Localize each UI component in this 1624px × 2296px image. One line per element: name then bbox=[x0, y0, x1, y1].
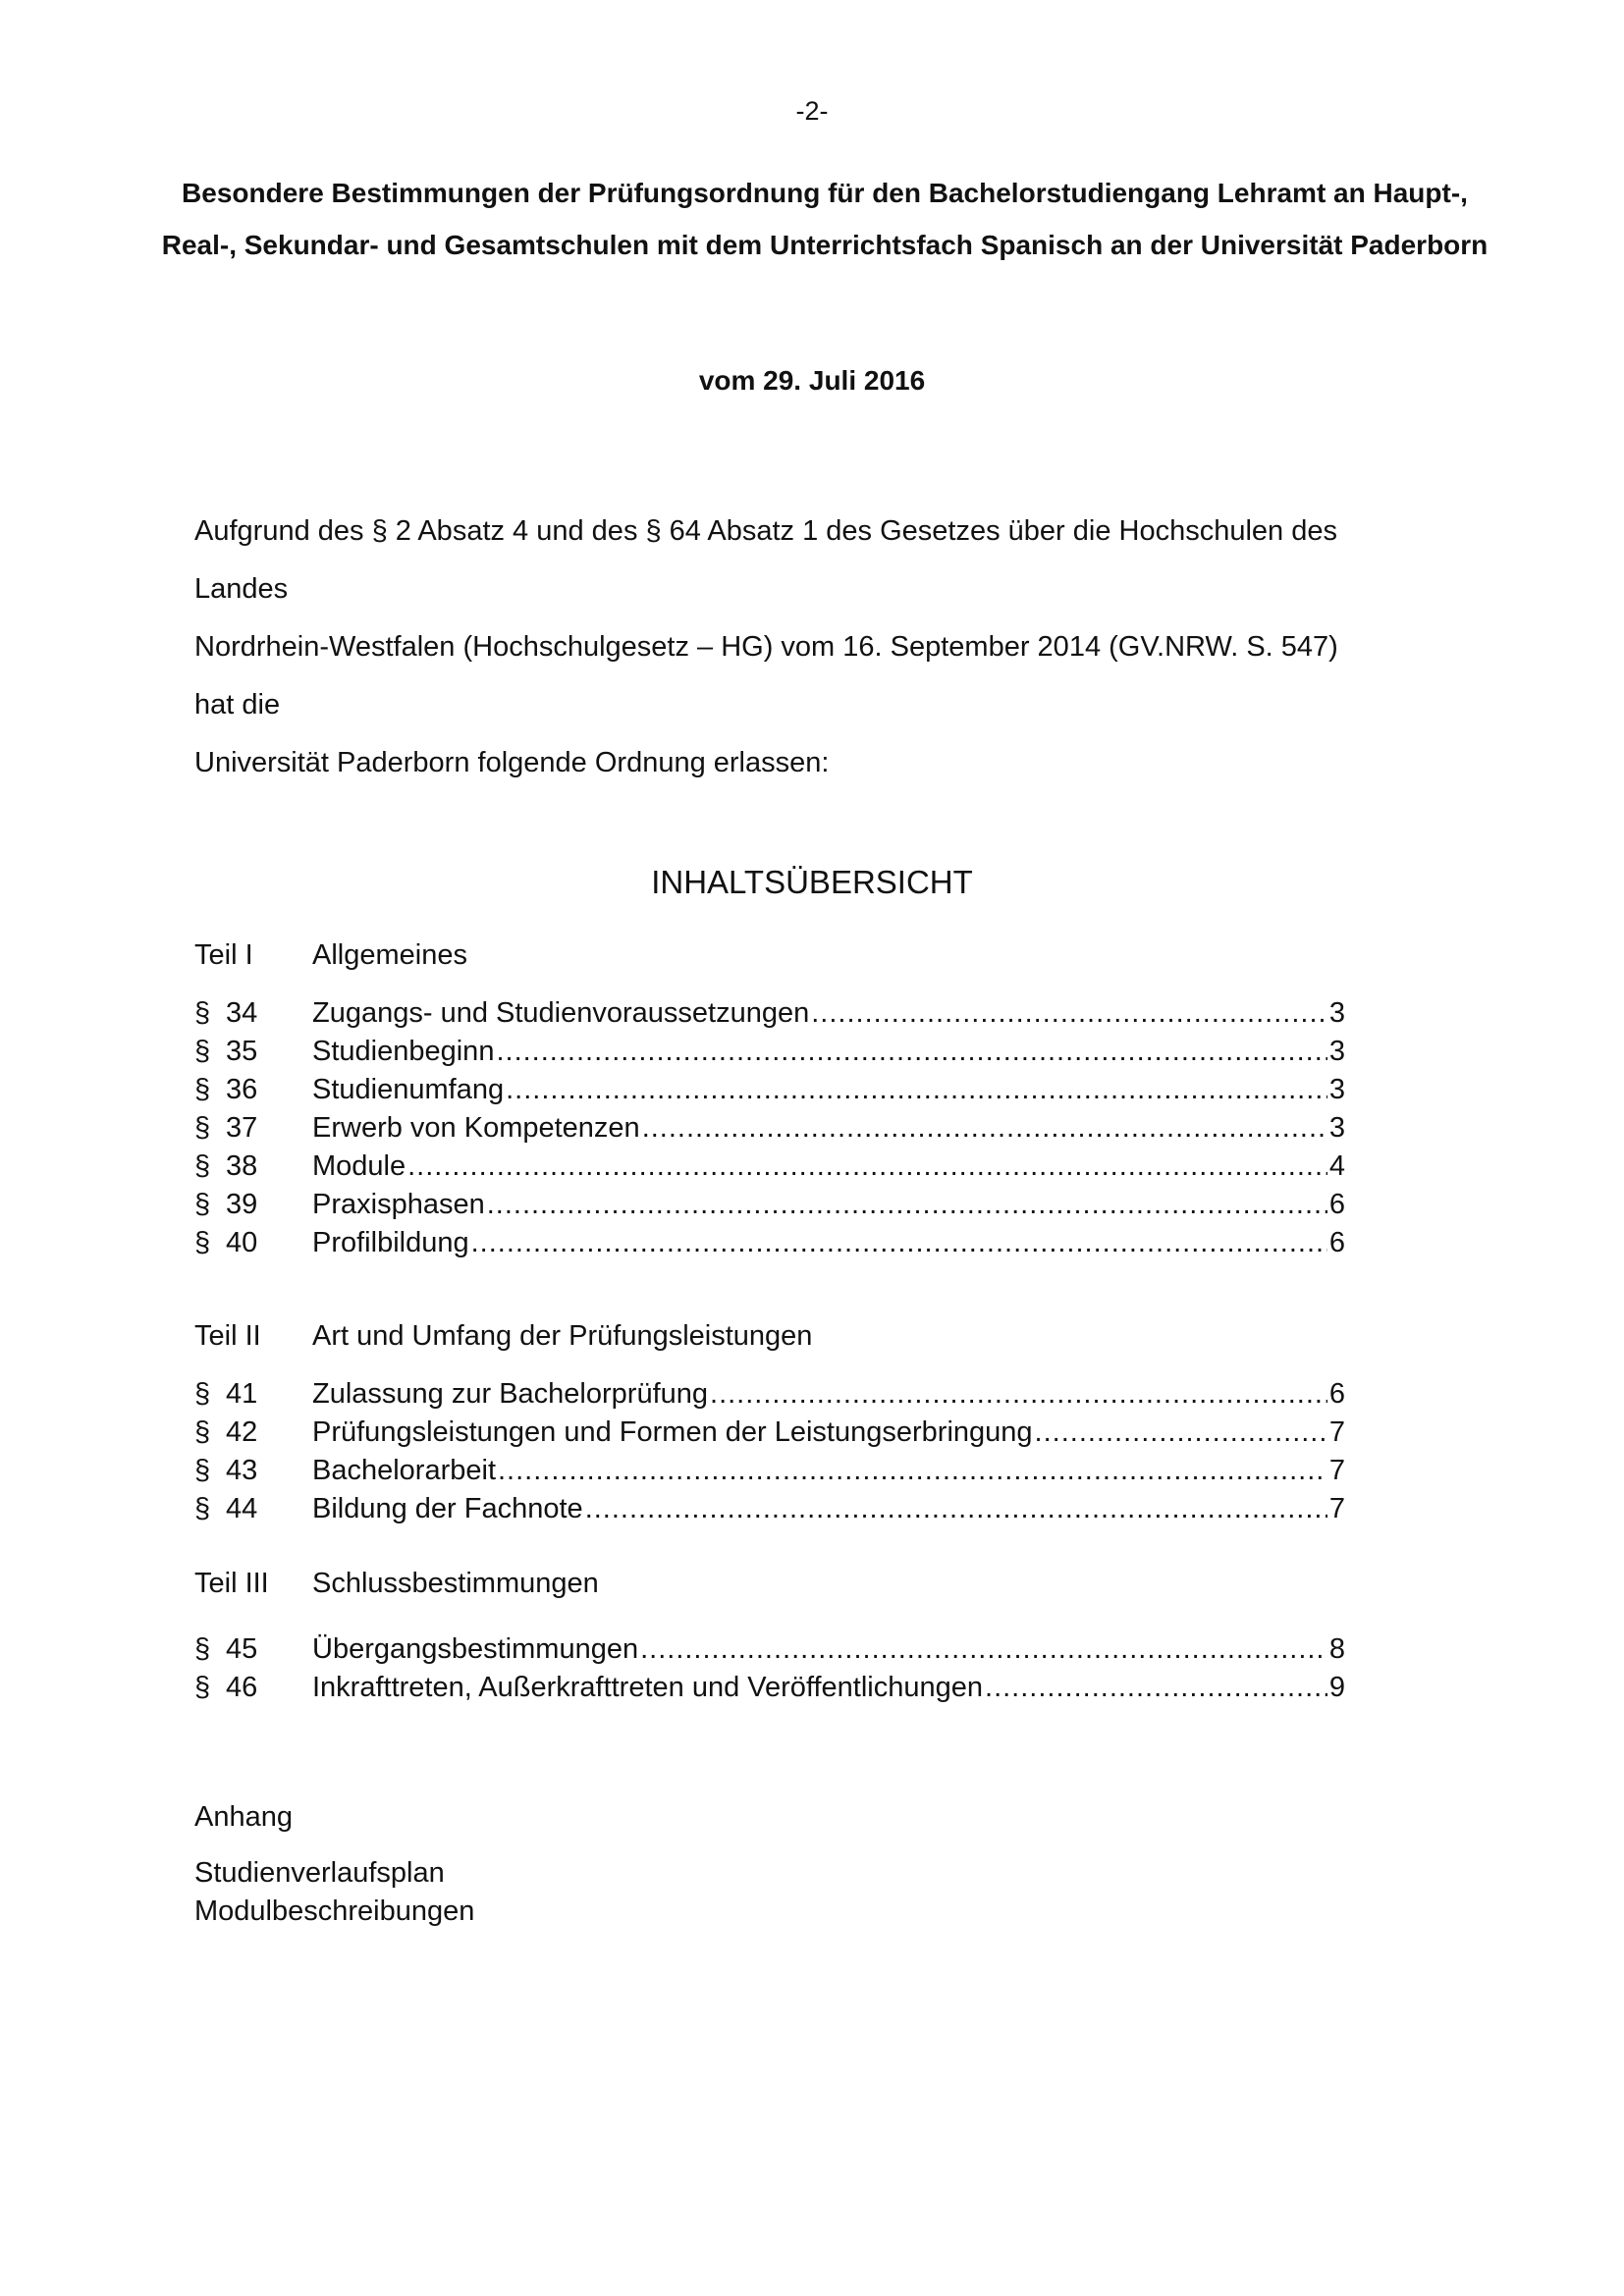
section-number: 37 bbox=[226, 1112, 258, 1144]
annex-item-studienverlaufsplan: Studienverlaufsplan bbox=[194, 1857, 445, 1889]
toc-entry-title: Übergangsbestimmungen bbox=[312, 1633, 639, 1665]
toc-entry-title: Prüfungsleistungen und Formen der Leistungserbringung bbox=[312, 1416, 1033, 1448]
toc-entry-page: 7 bbox=[1328, 1416, 1345, 1448]
section-sign: § bbox=[194, 1455, 211, 1486]
dot-leader bbox=[585, 1490, 1327, 1528]
toc-entry-43[interactable] bbox=[194, 1452, 1345, 1490]
toc-heading: INHALTSÜBERSICHT bbox=[651, 864, 973, 900]
toc-entry-35[interactable] bbox=[194, 1033, 1345, 1071]
toc-entry-page: 7 bbox=[1328, 1455, 1345, 1486]
toc-entry-44[interactable] bbox=[194, 1490, 1345, 1528]
section-sign: § bbox=[194, 1672, 211, 1703]
dot-leader bbox=[496, 1033, 1326, 1071]
toc-part-label: Teil I bbox=[194, 939, 253, 971]
toc-entry-title: Erwerb von Kompetenzen bbox=[312, 1112, 640, 1144]
dot-leader bbox=[498, 1452, 1327, 1490]
section-sign: § bbox=[194, 1150, 211, 1182]
toc-entry-page: 6 bbox=[1328, 1378, 1345, 1410]
toc-part-title: Allgemeines bbox=[312, 939, 467, 971]
section-number: 41 bbox=[226, 1378, 258, 1410]
section-sign: § bbox=[194, 1633, 211, 1665]
dot-leader bbox=[471, 1224, 1327, 1262]
section-number: 40 bbox=[226, 1227, 258, 1258]
toc-entry-title: Studienbeginn bbox=[312, 1036, 495, 1067]
dot-leader bbox=[506, 1071, 1327, 1109]
toc-entry-title: Module bbox=[312, 1150, 406, 1182]
toc-entry-41[interactable] bbox=[194, 1375, 1345, 1414]
toc-entry-page: 3 bbox=[1328, 997, 1345, 1029]
toc-part-3-entries bbox=[194, 1630, 1345, 1707]
toc-entry-title: Bildung der Fachnote bbox=[312, 1493, 583, 1524]
toc-part-2-entries bbox=[194, 1375, 1345, 1528]
toc-entry-page: 8 bbox=[1328, 1633, 1345, 1665]
toc-entry-title: Inkrafttreten, Außerkrafttreten und Veröffentlichungen bbox=[312, 1672, 984, 1703]
section-sign: § bbox=[194, 1493, 211, 1524]
toc-entry-page: 4 bbox=[1328, 1150, 1345, 1182]
toc-entry-42[interactable] bbox=[194, 1414, 1345, 1452]
annex-item-modulbeschreibungen: Modulbeschreibungen bbox=[194, 1896, 475, 1927]
dot-leader bbox=[985, 1669, 1327, 1707]
title-line-1: Besondere Bestimmungen der Prüfungsordnung für den Bachelorstudiengang Lehramt an Haupt-, bbox=[182, 178, 1468, 208]
toc-entry-page: 9 bbox=[1328, 1672, 1345, 1703]
document-date: vom 29. Juli 2016 bbox=[698, 365, 926, 396]
toc-entry-34[interactable] bbox=[194, 994, 1345, 1033]
toc-part-label: Teil II bbox=[194, 1320, 261, 1352]
toc-entry-title: Studienumfang bbox=[312, 1074, 505, 1105]
section-sign: § bbox=[194, 1189, 211, 1220]
page-number: -2- bbox=[795, 96, 829, 126]
section-sign: § bbox=[194, 1416, 211, 1448]
dot-leader bbox=[710, 1375, 1327, 1414]
section-number: 39 bbox=[226, 1189, 258, 1220]
dot-leader bbox=[487, 1186, 1327, 1224]
toc-entry-38[interactable] bbox=[194, 1148, 1345, 1186]
toc-part-label: Teil III bbox=[194, 1568, 269, 1599]
dot-leader bbox=[811, 994, 1327, 1033]
dot-leader bbox=[1035, 1414, 1327, 1452]
annex-heading: Anhang bbox=[194, 1801, 293, 1833]
title-line-2: Real-, Sekundar- und Gesamtschulen mit dem Unterrichtsfach Spanisch an der Universität Paderborn bbox=[161, 230, 1489, 260]
dot-leader bbox=[640, 1630, 1327, 1669]
section-sign: § bbox=[194, 997, 211, 1029]
toc-entry-page: 3 bbox=[1328, 1112, 1345, 1144]
toc-entry-title: Zugangs- und Studienvoraussetzungen bbox=[312, 997, 810, 1029]
toc-entry-page: 3 bbox=[1328, 1074, 1345, 1105]
toc-entry-page: 6 bbox=[1328, 1227, 1345, 1258]
preamble-line-2: Nordrhein-Westfalen (Hochschulgesetz – HG) vom 16. September 2014 (GV.NRW. S. 547) hat die bbox=[194, 631, 1338, 721]
section-sign: § bbox=[194, 1074, 211, 1105]
toc-entry-title: Praxisphasen bbox=[312, 1189, 485, 1220]
section-sign: § bbox=[194, 1227, 211, 1258]
section-number: 43 bbox=[226, 1455, 258, 1486]
toc-entry-39[interactable] bbox=[194, 1186, 1345, 1224]
toc-entry-46[interactable] bbox=[194, 1669, 1345, 1707]
section-sign: § bbox=[194, 1036, 211, 1067]
toc-entry-page: 6 bbox=[1328, 1189, 1345, 1220]
toc-part-1-entries bbox=[194, 994, 1345, 1262]
preamble-paragraph bbox=[194, 503, 1373, 792]
preamble-line-3: Universität Paderborn folgende Ordnung erlassen: bbox=[194, 747, 830, 778]
section-sign: § bbox=[194, 1378, 211, 1410]
toc-entry-page: 3 bbox=[1328, 1036, 1345, 1067]
toc-entry-title: Bachelorarbeit bbox=[312, 1455, 496, 1486]
dot-leader bbox=[642, 1109, 1327, 1148]
toc-entry-title: Profilbildung bbox=[312, 1227, 469, 1258]
annex-section bbox=[194, 1798, 474, 1931]
toc-entry-37[interactable] bbox=[194, 1109, 1345, 1148]
toc-entry-40[interactable] bbox=[194, 1224, 1345, 1262]
section-number: 36 bbox=[226, 1074, 258, 1105]
toc-entry-45[interactable] bbox=[194, 1630, 1345, 1669]
toc-part-title: Schlussbestimmungen bbox=[312, 1568, 599, 1599]
section-number: 45 bbox=[226, 1633, 258, 1665]
toc-entry-page: 7 bbox=[1328, 1493, 1345, 1524]
section-number: 34 bbox=[226, 997, 258, 1029]
section-number: 46 bbox=[226, 1672, 258, 1703]
section-number: 38 bbox=[226, 1150, 258, 1182]
preamble-line-1: Aufgrund des § 2 Absatz 4 und des § 64 Absatz 1 des Gesetzes über die Hochschulen des Landes bbox=[194, 515, 1337, 605]
section-sign: § bbox=[194, 1112, 211, 1144]
toc-entry-title: Zulassung zur Bachelorprüfung bbox=[312, 1378, 709, 1410]
section-number: 42 bbox=[226, 1416, 258, 1448]
document-title bbox=[147, 167, 1502, 271]
toc-part-title: Art und Umfang der Prüfungsleistungen bbox=[312, 1320, 813, 1352]
toc-entry-36[interactable] bbox=[194, 1071, 1345, 1109]
section-number: 44 bbox=[226, 1493, 258, 1524]
dot-leader bbox=[407, 1148, 1327, 1186]
section-number: 35 bbox=[226, 1036, 258, 1067]
